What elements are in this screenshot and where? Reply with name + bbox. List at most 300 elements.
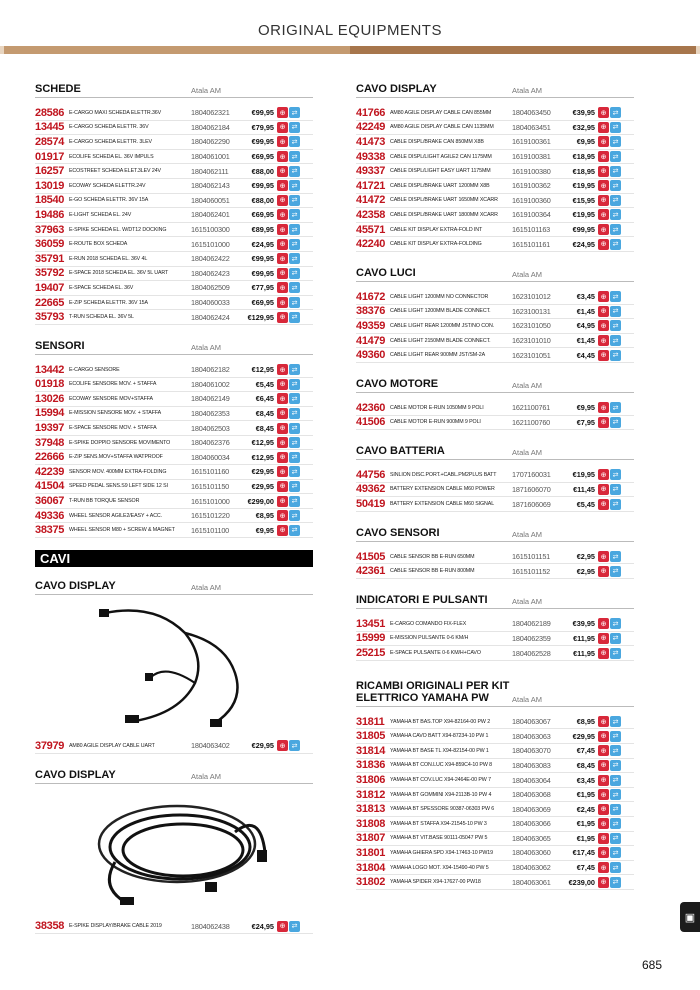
info-icon[interactable]: ⇄ — [289, 180, 300, 191]
product-row — [35, 296, 313, 311]
info-icon[interactable]: ⇄ — [289, 740, 300, 751]
product-row — [35, 237, 313, 252]
product-code: 37948 — [35, 436, 65, 449]
info-icon[interactable]: ⇄ — [610, 551, 621, 562]
product-code: 25215 — [356, 647, 386, 660]
product-price: €12,95 — [251, 452, 274, 462]
product-price: €5,45 — [576, 499, 595, 509]
product-row — [356, 319, 634, 334]
product-row — [35, 135, 313, 150]
cart-icon[interactable]: ⊕ — [598, 306, 609, 317]
cart-icon[interactable]: ⊕ — [277, 466, 288, 477]
side-tab-battery-icon[interactable]: ▣ — [680, 902, 700, 932]
cart-icon[interactable]: ⊕ — [598, 877, 609, 888]
product-ean: 1804062422 — [191, 254, 230, 264]
product-description: AM80 AGILE DISPLAY CABLE UART — [69, 742, 155, 749]
product-description: E-ZIP SCHEDA ELETTR. 36V 15A — [69, 299, 148, 306]
info-icon[interactable]: ⇄ — [289, 393, 300, 404]
cart-icon[interactable]: ⊕ — [598, 469, 609, 480]
product-price: €3,45 — [576, 292, 595, 302]
product-ean: 1615101220 — [191, 511, 230, 521]
info-icon[interactable]: ⇄ — [610, 633, 621, 644]
right-column — [356, 80, 634, 902]
product-row — [356, 194, 634, 209]
product-ean: 1804060033 — [191, 298, 230, 308]
cart-icon[interactable]: ⊕ — [277, 151, 288, 162]
product-row — [356, 832, 634, 847]
product-ean: 1804062189 — [512, 619, 551, 629]
info-icon[interactable]: ⇄ — [289, 525, 300, 536]
product-description: E-SPIKE DOPPIO SENSORE MOVIMENTO — [69, 439, 171, 446]
product-code: 01917 — [35, 150, 65, 163]
section-cavo-display — [356, 80, 634, 252]
product-description: CABLE LIGHT 1200MM BLADE CONNECT. — [390, 308, 491, 315]
cart-icon[interactable]: ⊕ — [598, 151, 609, 162]
cart-icon[interactable]: ⊕ — [598, 775, 609, 786]
info-icon[interactable]: ⇄ — [610, 789, 621, 800]
section-title: SCHEDE — [35, 83, 81, 95]
product-ean: 1615101150 — [191, 481, 230, 491]
info-icon[interactable]: ⇄ — [610, 417, 621, 428]
cart-icon[interactable]: ⊕ — [598, 136, 609, 147]
product-row — [35, 739, 313, 754]
info-icon[interactable]: ⇄ — [610, 484, 621, 495]
product-ean: 1804062401 — [191, 210, 230, 220]
cart-icon[interactable]: ⊕ — [277, 282, 288, 293]
product-price: €77,95 — [251, 283, 274, 293]
product-row — [35, 407, 313, 422]
cart-icon[interactable]: ⊕ — [277, 423, 288, 434]
info-icon[interactable]: ⇄ — [289, 921, 300, 932]
product-ean: 1621100761 — [512, 403, 551, 413]
product-description: YAMAHA GHIERA SPD X94-17463-10 PW19 — [390, 849, 493, 856]
product-description: CABLE DISPL/BRAKE UART 1200MM X8B — [390, 182, 490, 189]
info-icon[interactable]: ⇄ — [289, 122, 300, 133]
info-icon[interactable]: ⇄ — [289, 510, 300, 521]
cart-icon[interactable]: ⊕ — [277, 268, 288, 279]
info-icon[interactable]: ⇄ — [289, 136, 300, 147]
cart-icon[interactable]: ⊕ — [277, 166, 288, 177]
cart-icon[interactable]: ⊕ — [277, 180, 288, 191]
info-icon[interactable]: ⇄ — [610, 306, 621, 317]
section-brand: Atala AM — [191, 583, 222, 593]
cart-icon[interactable]: ⊕ — [277, 364, 288, 375]
product-code: 36059 — [35, 238, 65, 251]
section-title: INDICATORI E PULSANTI — [356, 594, 488, 607]
info-icon[interactable]: ⇄ — [610, 180, 621, 191]
product-price: €99,95 — [251, 108, 274, 118]
cart-icon[interactable]: ⊕ — [598, 239, 609, 250]
cart-icon[interactable]: ⊕ — [277, 209, 288, 220]
product-description: YAMAHA BT COV.LUC X94-2464E-00 PW 7 — [390, 777, 491, 784]
product-price: €32,95 — [572, 122, 595, 132]
product-price: €1,95 — [576, 819, 595, 829]
info-icon[interactable]: ⇄ — [289, 364, 300, 375]
info-icon[interactable]: ⇄ — [610, 402, 621, 413]
cart-icon[interactable]: ⊕ — [277, 195, 288, 206]
cart-icon[interactable]: ⊕ — [277, 452, 288, 463]
product-price: €1,95 — [576, 790, 595, 800]
product-price: €99,95 — [251, 254, 274, 264]
cart-icon[interactable]: ⊕ — [598, 499, 609, 510]
info-icon[interactable]: ⇄ — [610, 833, 621, 844]
product-code: 31808 — [356, 817, 386, 830]
cart-icon[interactable]: ⊕ — [598, 122, 609, 133]
product-ean: 1804063062 — [512, 863, 551, 873]
cart-icon[interactable]: ⊕ — [598, 633, 609, 644]
cart-icon[interactable]: ⊕ — [277, 136, 288, 147]
info-icon[interactable]: ⇄ — [610, 224, 621, 235]
section-brand: Atala AM — [512, 86, 543, 95]
product-code: 19486 — [35, 208, 65, 221]
cart-icon[interactable]: ⊕ — [598, 789, 609, 800]
product-description: WHEEL SENSOR AGILE2/EASY + ACC. — [69, 512, 163, 519]
info-icon[interactable]: ⇄ — [610, 862, 621, 873]
product-price: €17,45 — [572, 848, 595, 858]
product-code: 38358 — [35, 920, 65, 933]
cart-icon[interactable]: ⊕ — [277, 224, 288, 235]
section-cavo-display-1 — [35, 577, 313, 754]
product-row — [356, 164, 634, 179]
cart-icon[interactable]: ⊕ — [277, 239, 288, 250]
product-ean: 1619100364 — [512, 210, 551, 220]
product-description: WHEEL SENSOR M80 + SCREW & MAGNET — [69, 527, 175, 534]
info-icon[interactable]: ⇄ — [610, 291, 621, 302]
product-description: BATTERY EXTENSION CABLE M60 SIGNAL — [390, 501, 495, 508]
product-code: 31836 — [356, 759, 386, 772]
product-price: €15,95 — [572, 195, 595, 205]
product-row — [35, 208, 313, 223]
cart-icon[interactable]: ⊕ — [277, 496, 288, 507]
product-code: 13451 — [356, 617, 386, 630]
cart-icon[interactable]: ⊕ — [598, 566, 609, 577]
section-sensori — [35, 337, 313, 538]
product-code: 50419 — [356, 498, 386, 511]
cart-icon[interactable]: ⊕ — [598, 731, 609, 742]
cart-icon[interactable]: ⊕ — [598, 402, 609, 413]
product-row — [35, 150, 313, 165]
product-code: 38375 — [35, 524, 65, 537]
info-icon[interactable]: ⇄ — [289, 496, 300, 507]
product-row — [35, 252, 313, 267]
cart-icon[interactable]: ⊕ — [277, 921, 288, 932]
info-icon[interactable]: ⇄ — [289, 466, 300, 477]
product-ean: 1623100131 — [512, 306, 551, 316]
product-description: ECOLIFE SCHEDA EL. 36V IMPULS — [69, 153, 154, 160]
product-code: 13445 — [35, 121, 65, 134]
info-icon[interactable]: ⇄ — [289, 107, 300, 118]
product-price: €99,95 — [251, 268, 274, 278]
info-icon[interactable]: ⇄ — [610, 804, 621, 815]
cart-icon[interactable]: ⊕ — [277, 510, 288, 521]
product-price: €11,95 — [573, 648, 595, 658]
cart-icon[interactable]: ⊕ — [277, 107, 288, 118]
cart-icon[interactable]: ⊕ — [277, 481, 288, 492]
product-row — [356, 759, 634, 774]
section-title: SENSORI — [35, 339, 85, 352]
product-code: 49362 — [356, 483, 386, 496]
product-ean: 1619100361 — [512, 137, 551, 147]
product-price: €9,95 — [576, 403, 595, 413]
product-code: 44756 — [356, 468, 386, 481]
info-icon[interactable]: ⇄ — [610, 335, 621, 346]
info-icon[interactable]: ⇄ — [289, 437, 300, 448]
product-code: 41505 — [356, 550, 386, 563]
product-ean: 1615101000 — [191, 496, 230, 506]
product-ean: 1804063068 — [512, 790, 551, 800]
product-ean: 1804062111 — [191, 166, 229, 176]
info-icon[interactable]: ⇄ — [610, 195, 621, 206]
product-ean: 1804063069 — [512, 804, 551, 814]
product-row — [356, 788, 634, 803]
info-icon[interactable]: ⇄ — [289, 209, 300, 220]
cart-icon[interactable]: ⊕ — [598, 350, 609, 361]
cart-icon[interactable]: ⊕ — [598, 804, 609, 815]
info-icon[interactable]: ⇄ — [610, 122, 621, 133]
info-icon[interactable]: ⇄ — [289, 268, 300, 279]
info-icon[interactable]: ⇄ — [610, 648, 621, 659]
info-icon[interactable]: ⇄ — [289, 166, 300, 177]
product-ean: 1804061001 — [191, 152, 230, 162]
product-row — [356, 150, 634, 165]
cart-icon[interactable]: ⊕ — [598, 551, 609, 562]
info-icon[interactable]: ⇄ — [610, 209, 621, 220]
product-price: €69,95 — [251, 210, 274, 220]
cart-icon[interactable]: ⊕ — [598, 862, 609, 873]
product-code: 42240 — [356, 238, 386, 251]
product-row — [356, 729, 634, 744]
info-icon[interactable]: ⇄ — [289, 282, 300, 293]
info-icon[interactable]: ⇄ — [610, 566, 621, 577]
cart-icon[interactable]: ⊕ — [598, 716, 609, 727]
info-icon[interactable]: ⇄ — [289, 408, 300, 419]
cart-icon[interactable]: ⊕ — [598, 484, 609, 495]
cart-icon[interactable]: ⊕ — [598, 847, 609, 858]
product-code: 36067 — [35, 495, 65, 508]
product-price: €2,95 — [576, 566, 595, 576]
section-title: CAVO LUCI — [356, 266, 416, 279]
product-ean: 1804062321 — [191, 108, 230, 118]
product-description: E-GO SCHEDA ELETTR. 36V 15A — [69, 197, 149, 204]
product-price: €29,95 — [251, 741, 274, 751]
info-icon[interactable]: ⇄ — [610, 818, 621, 829]
cart-icon[interactable]: ⊕ — [277, 379, 288, 390]
product-description: CABLE KIT DISPLAY EXTRA-FOLDING — [390, 241, 482, 248]
cart-icon[interactable]: ⊕ — [598, 195, 609, 206]
cart-icon[interactable]: ⊕ — [598, 320, 609, 331]
product-description: E-MISSION PULSANTE 0-6 KM/H — [390, 635, 469, 642]
info-icon[interactable]: ⇄ — [289, 224, 300, 235]
product-description: CABLE KIT DISPLAY EXTRA-FOLD INT — [390, 226, 483, 233]
info-icon[interactable]: ⇄ — [289, 239, 300, 250]
product-row — [356, 416, 634, 431]
product-code: 28574 — [35, 135, 65, 148]
product-ean: 1804062503 — [191, 423, 230, 433]
product-description: BATTERY EXTENSION CABLE M60 POWER — [390, 486, 495, 493]
info-icon[interactable]: ⇄ — [289, 379, 300, 390]
info-icon[interactable]: ⇄ — [610, 760, 621, 771]
cart-icon[interactable]: ⊕ — [277, 122, 288, 133]
cart-icon[interactable]: ⊕ — [277, 393, 288, 404]
section-cavo-luci — [356, 264, 634, 363]
info-icon[interactable]: ⇄ — [289, 452, 300, 463]
product-code: 13442 — [35, 363, 65, 376]
info-icon[interactable]: ⇄ — [289, 481, 300, 492]
product-description: ECOLIFE SENSORE MOV. + STAFFA — [69, 381, 157, 388]
product-row — [356, 773, 634, 788]
info-icon[interactable]: ⇄ — [610, 877, 621, 888]
cart-icon[interactable]: ⊕ — [598, 833, 609, 844]
cart-icon[interactable]: ⊕ — [598, 417, 609, 428]
cart-icon[interactable]: ⊕ — [277, 297, 288, 308]
product-price: €8,95 — [576, 717, 595, 727]
product-ean: 1623101050 — [512, 321, 551, 331]
info-icon[interactable]: ⇄ — [610, 239, 621, 250]
product-ean: 1804062184 — [191, 122, 230, 132]
product-row — [356, 564, 634, 579]
product-code: 31814 — [356, 744, 386, 757]
info-icon[interactable]: ⇄ — [610, 320, 621, 331]
cart-icon[interactable]: ⊕ — [598, 648, 609, 659]
section-title: CAVO DISPLAY — [356, 83, 437, 95]
product-price: €2,45 — [576, 804, 595, 814]
info-icon[interactable]: ⇄ — [610, 618, 621, 629]
info-icon[interactable]: ⇄ — [610, 499, 621, 510]
info-icon[interactable]: ⇄ — [610, 350, 621, 361]
product-description: CABLE DISPL/LIGHT EASY UART 1175MM — [390, 168, 491, 175]
product-code: 49338 — [356, 150, 386, 163]
cart-icon[interactable]: ⊕ — [598, 180, 609, 191]
section-title: CAVO BATTERIA — [356, 445, 445, 458]
product-row — [356, 237, 634, 252]
product-row — [356, 106, 634, 121]
info-icon[interactable]: ⇄ — [289, 297, 300, 308]
product-ean: 1804063064 — [512, 775, 551, 785]
info-icon[interactable]: ⇄ — [610, 107, 621, 118]
product-ean: 1615101160 — [191, 467, 230, 477]
info-icon[interactable]: ⇄ — [610, 166, 621, 177]
cart-icon[interactable]: ⊕ — [277, 525, 288, 536]
product-ean: 1804062353 — [191, 408, 230, 418]
product-row — [35, 523, 313, 538]
product-row — [35, 465, 313, 480]
info-icon[interactable]: ⇄ — [610, 469, 621, 480]
info-icon[interactable]: ⇄ — [610, 151, 621, 162]
cart-icon[interactable]: ⊕ — [277, 740, 288, 751]
cart-icon[interactable]: ⊕ — [598, 618, 609, 629]
product-code: 31807 — [356, 832, 386, 845]
info-icon[interactable]: ⇄ — [289, 195, 300, 206]
product-ean: 1804062376 — [191, 438, 230, 448]
section-title: CAVO SENSORI — [356, 526, 440, 539]
page-number: 685 — [641, 958, 662, 972]
product-description: CABLE MOTOR E-RUN 1050MM 9 POLI — [390, 404, 484, 411]
info-icon[interactable]: ⇄ — [610, 716, 621, 727]
section-title: CAVO DISPLAY — [35, 580, 116, 593]
info-icon[interactable]: ⇄ — [289, 423, 300, 434]
product-price: €129,95 — [247, 312, 274, 322]
cart-icon[interactable]: ⊕ — [277, 408, 288, 419]
product-description: SENSOR MOV. 400MM EXTRA-FOLDING — [69, 468, 167, 475]
product-price: €39,95 — [572, 108, 595, 118]
product-price: €8,45 — [255, 408, 274, 418]
info-icon[interactable]: ⇄ — [610, 136, 621, 147]
cart-icon[interactable]: ⊕ — [277, 253, 288, 264]
cavi-band: CAVI — [35, 550, 313, 567]
product-ean: 1804063065 — [512, 833, 551, 843]
cart-icon[interactable]: ⊕ — [598, 760, 609, 771]
section-indicatori — [356, 591, 634, 661]
product-description: ECOWAY SENSORE MOV+STAFFA — [69, 395, 153, 402]
product-row — [356, 715, 634, 730]
info-icon[interactable]: ⇄ — [610, 731, 621, 742]
product-description: SPEED PEDAL SENS.S9 LEFT SIDE 12 SI — [69, 483, 168, 490]
info-icon[interactable]: ⇄ — [289, 312, 300, 323]
product-row — [356, 401, 634, 416]
cart-icon[interactable]: ⊕ — [598, 291, 609, 302]
product-description: YAMAHA BT GOMMINI X94-2113B-10 PW 4 — [390, 791, 492, 798]
cart-icon[interactable]: ⊕ — [598, 224, 609, 235]
product-code: 19397 — [35, 422, 65, 435]
product-description: CABLE LIGHT 1200MM NO CONNECTOR — [390, 293, 489, 300]
cart-icon[interactable]: ⊕ — [277, 312, 288, 323]
product-price: €8,45 — [255, 423, 274, 433]
info-icon[interactable]: ⇄ — [610, 775, 621, 786]
product-price: €1,95 — [576, 833, 595, 843]
info-icon[interactable]: ⇄ — [610, 745, 621, 756]
left-column — [35, 80, 313, 946]
cart-icon[interactable]: ⊕ — [598, 818, 609, 829]
product-ean: 1615101000 — [191, 239, 230, 249]
product-ean: 1615101152 — [512, 566, 551, 576]
product-ean: 1871606069 — [512, 499, 551, 509]
info-icon[interactable]: ⇄ — [610, 847, 621, 858]
product-code: 31805 — [356, 730, 386, 743]
product-description: E-SPACE 2018 SCHEDA EL. 36V 5L UART — [69, 270, 169, 277]
cart-icon[interactable]: ⊕ — [598, 107, 609, 118]
info-icon[interactable]: ⇄ — [289, 253, 300, 264]
product-price: €12,95 — [251, 438, 274, 448]
product-row — [356, 208, 634, 223]
cart-icon[interactable]: ⊕ — [598, 745, 609, 756]
product-code: 18540 — [35, 194, 65, 207]
info-icon[interactable]: ⇄ — [289, 151, 300, 162]
cart-icon[interactable]: ⊕ — [277, 437, 288, 448]
section-title: RICAMBI ORIGINALI PER KIT ELETTRICO YAMAHA PW — [356, 679, 510, 704]
product-ean: 1804063070 — [512, 746, 551, 756]
cart-icon[interactable]: ⊕ — [598, 335, 609, 346]
product-price: €4,45 — [576, 350, 595, 360]
product-row — [356, 135, 634, 150]
section-cavo-sensori — [356, 524, 634, 579]
product-row — [35, 480, 313, 495]
product-ean: 1804062424 — [191, 312, 230, 322]
cart-icon[interactable]: ⊕ — [598, 209, 609, 220]
product-code: 13026 — [35, 392, 65, 405]
product-row — [35, 509, 313, 524]
product-row — [356, 468, 634, 483]
product-price: €19,95 — [572, 210, 595, 220]
product-description: YAMAHA BT BASE TL X94-82154-00 PW 1 — [390, 747, 489, 754]
product-ean: 1804062423 — [191, 268, 230, 278]
product-description: CABLE LIGHT REAR 1200MM JST/NO CON. — [390, 322, 495, 329]
section-brand: Atala AM — [512, 448, 543, 458]
product-code: 31802 — [356, 876, 386, 889]
product-description: E-CARGO SCHEDA ELETTR. 36V — [69, 124, 149, 131]
product-ean: 1804062359 — [512, 633, 551, 643]
cart-icon[interactable]: ⊕ — [598, 166, 609, 177]
product-ean: 1804062528 — [512, 648, 551, 658]
